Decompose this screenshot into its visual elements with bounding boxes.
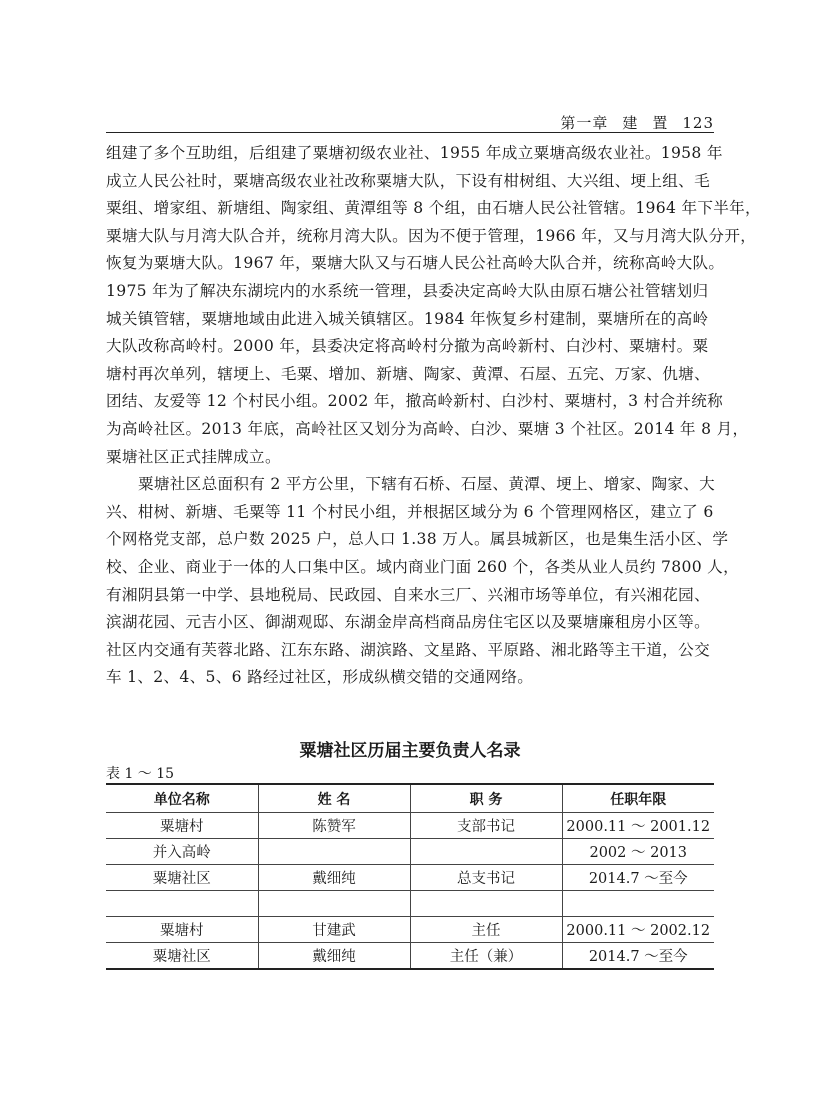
table-cell: 陈赞军	[258, 813, 410, 839]
table-row	[106, 865, 714, 891]
table-cell: 2002 ～ 2013	[562, 839, 714, 865]
text-line: 1975 年为了解决东湖垸内的水系统一管理，县委决定高岭大队由原石塘公社管辖划归	[106, 281, 709, 300]
chapter-title-1: 建	[622, 114, 639, 132]
text-line: 团结、友爱等 12 个村民小组。2002 年，撤高岭新村、白沙村、粟塘村，3 村合并统称	[106, 392, 724, 411]
body-text	[106, 140, 761, 692]
text-line: 兴、柑树、新塘、毛粟等 11 个村民小组，并根据区域分为 6 个管理网格区，建立了 6	[106, 502, 714, 521]
column-header: 任职年限	[562, 784, 714, 813]
table-cell: 主任	[410, 917, 562, 943]
table-cell	[410, 891, 562, 917]
text-line: 校、企业、商业于一体的人口集中区。域内商业门面 260 个，各类从业人员约 7800 人，	[106, 557, 739, 576]
text-line: 为高岭社区。2013 年底，高岭社区又划分为高岭、白沙、粟塘 3 个社区。2014 年 8 月，	[106, 419, 749, 438]
table-cell: 甘建武	[258, 917, 410, 943]
table-row	[106, 917, 714, 943]
table-cell	[562, 891, 714, 917]
table-row	[106, 891, 714, 917]
text-line: 塘村再次单列，辖埂上、毛粟、增加、新塘、陶家、黄潭、石屋、五完、万家、仇塘、	[106, 364, 710, 383]
table-cell	[258, 839, 410, 865]
table-cell: 粟塘村	[106, 917, 258, 943]
text-line: 粟组、增家组、新塘组、陶家组、黄潭组等 8 个组，由石塘人民公社管辖。1964 年下半年，	[106, 199, 761, 218]
table-cell: 总支书记	[410, 865, 562, 891]
table-cell: 戴细纯	[258, 943, 410, 970]
text-line: 粟塘大队与月湾大队合并，统称月湾大队。因为不便于管理，1966 年，又与月湾大队分开，	[106, 226, 757, 245]
text-line: 车 1、2、4、5、6 路经过社区，形成纵横交错的交通网络。	[106, 668, 534, 687]
table-row	[106, 839, 714, 865]
text-line: 恢复为粟塘大队。1967 年，粟塘大队又与石塘人民公社高岭大队合并，统称高岭大队。	[106, 254, 725, 273]
table-row	[106, 813, 714, 839]
chapter-title-2: 置	[652, 114, 669, 132]
table-title: 粟塘社区历届主要负责人名录	[299, 741, 521, 761]
table-row	[106, 943, 714, 970]
table-header-row	[106, 784, 714, 813]
chapter-label: 第一章	[560, 114, 609, 132]
text-line: 城关镇管辖，粟塘地域由此进入城关镇辖区。1984 年恢复乡村建制，粟塘所在的高岭	[106, 309, 709, 328]
column-header: 单位名称	[106, 784, 258, 813]
text-line: 有湘阴县第一中学、县地税局、民政园、自来水三厂、兴湘市场等单位，有兴湘花园、	[106, 585, 710, 604]
column-header: 姓 名	[258, 784, 410, 813]
table-cell: 主任（兼）	[410, 943, 562, 970]
table-cell	[258, 891, 410, 917]
leaders-table	[106, 783, 714, 970]
text-line: 组建了多个互助组，后组建了粟塘初级农业社、1955 年成立粟塘高级农业社。1958 年	[106, 144, 723, 162]
column-header: 职 务	[410, 784, 562, 813]
table-cell	[106, 891, 258, 917]
table-cell: 2014.7 ～至今	[562, 865, 714, 891]
table-number: 表 1 ～ 15	[106, 766, 175, 782]
page-number: 123	[682, 114, 714, 132]
text-line: 个网格党支部，总户数 2025 户，总人口 1.38 万人。属县城新区，也是集生活小区、学	[106, 530, 729, 549]
table-cell: 粟塘社区	[106, 943, 258, 970]
text-line: 成立人民公社时，粟塘高级农业社改称粟塘大队，下设有柑树组、大兴组、埂上组、毛	[106, 171, 710, 190]
table-cell: 粟塘村	[106, 813, 258, 839]
text-line: 大队改称高岭村。2000 年，县委决定将高岭村分撤为高岭新村、白沙村、粟塘村。粟	[106, 337, 709, 356]
table-cell: 2014.7 ～至今	[562, 943, 714, 970]
table-cell	[410, 839, 562, 865]
text-line: 社区内交通有芙蓉北路、江东东路、湖滨路、文星路、平原路、湘北路等主干道，公交	[106, 640, 710, 659]
table-cell: 支部书记	[410, 813, 562, 839]
table-cell: 粟塘社区	[106, 865, 258, 891]
text-line: 滨湖花园、元吉小区、御湖观邸、东湖金岸高档商品房住宅区以及粟塘廉租房小区等。	[106, 613, 710, 632]
running-header	[106, 112, 714, 133]
table-cell: 2000.11 ～ 2002.12	[562, 917, 714, 943]
text-line: 粟塘社区正式挂牌成立。	[106, 447, 281, 466]
table-cell: 并入高岭	[106, 839, 258, 865]
table-cell: 2000.11 ～ 2001.12	[562, 813, 714, 839]
table-cell: 戴细纯	[258, 865, 410, 891]
text-line: 粟塘社区总面积有 2 平方公里，下辖有石桥、石屋、黄潭、埂上、增家、陶家、大	[138, 475, 716, 494]
